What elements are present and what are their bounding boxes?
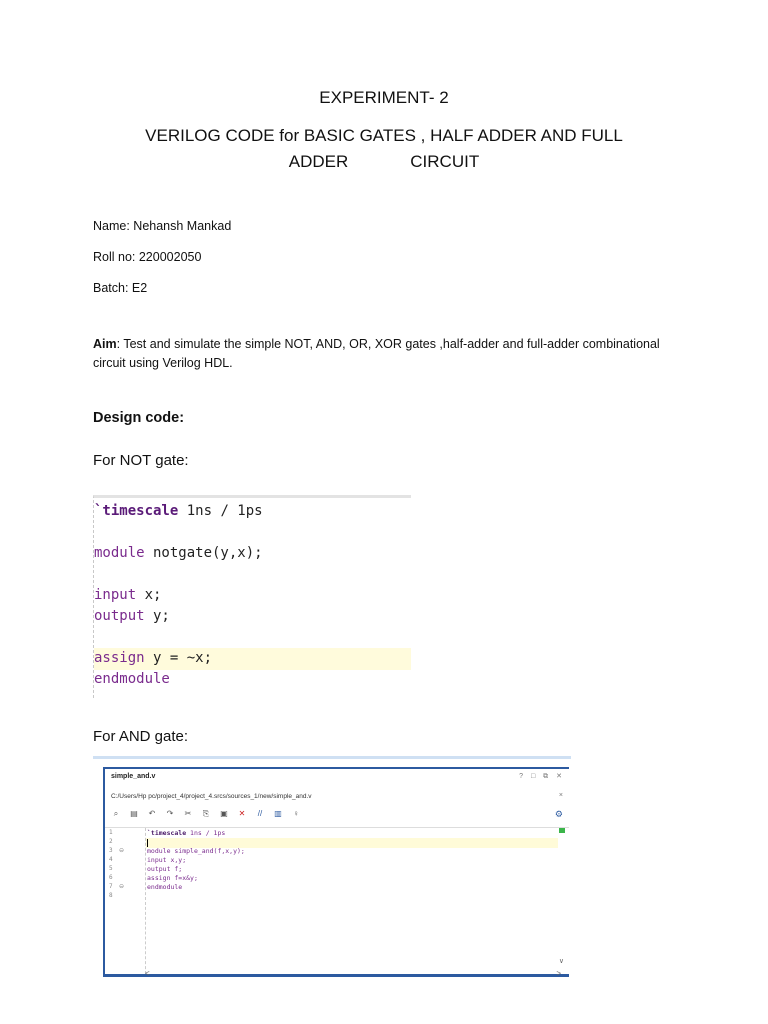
fold-icon[interactable]: ⊖	[119, 884, 125, 890]
not-gate-heading: For NOT gate:	[93, 452, 189, 469]
gear-icon[interactable]: ⚙	[554, 809, 563, 819]
aim-label: Aim	[93, 337, 117, 351]
scroll-down-icon[interactable]: ∨	[558, 958, 564, 965]
scroll-left-icon[interactable]: <	[145, 969, 150, 978]
line-number: 3	[109, 847, 113, 854]
code-endmodule: endmodule	[94, 671, 170, 687]
code-output-keyword: output	[94, 608, 145, 624]
code-output-rest: y;	[144, 608, 170, 624]
copy-icon[interactable]: ⎘	[202, 809, 210, 818]
roll-number: Roll no: 220002050	[93, 250, 202, 264]
aim-text: : Test and simulate the simple NOT, AND, OR, XOR gates ,half-adder and full-adder combinational circuit using Verilog HDL.	[93, 337, 660, 370]
code-timescale-keyword: `timescale	[94, 503, 179, 519]
code-module-keyword: module	[94, 545, 145, 561]
column-icon[interactable]: ▥	[274, 809, 282, 818]
batch: Batch: E2	[93, 281, 148, 295]
code-assign-keyword: assign	[94, 650, 145, 666]
save-icon[interactable]: ▤	[130, 809, 138, 818]
editor-body[interactable]	[105, 827, 569, 974]
cut-icon[interactable]: ✂	[184, 809, 192, 818]
scroll-right-icon[interactable]: >	[556, 969, 561, 978]
editor-screenshot	[93, 756, 571, 976]
experiment-title: EXPERIMENT- 2	[319, 88, 449, 107]
code-input: input x,y;	[147, 856, 187, 864]
close-icon[interactable]: ×	[558, 792, 563, 799]
code-assign-rest: y = ~x;	[144, 650, 213, 666]
editor-tab-title[interactable]: simple_and.v	[111, 773, 156, 780]
text-cursor	[147, 839, 148, 847]
document-title	[0, 123, 768, 175]
editor-window	[103, 767, 569, 977]
line-number: 5	[109, 865, 113, 872]
lightbulb-icon[interactable]: ♀	[293, 809, 299, 818]
code-timescale-value: 1ns / 1ps	[178, 503, 263, 519]
editor-toolbar	[111, 809, 301, 823]
code-input-keyword: input	[94, 587, 137, 603]
aim-paragraph	[93, 335, 693, 373]
line-gutter	[105, 828, 146, 974]
line-number: 8	[109, 892, 113, 899]
title-line-2b: CIRCUIT	[410, 152, 480, 171]
line-number: 4	[109, 856, 113, 863]
search-icon[interactable]: ⌕	[113, 809, 119, 818]
title-line-2a: ADDER	[288, 152, 349, 171]
window-controls[interactable]: ? □ ⧉ ✕	[519, 773, 565, 780]
code-module: module simple_and(f,x,y);	[147, 847, 245, 855]
undo-icon[interactable]: ↶	[148, 809, 156, 818]
and-gate-heading: For AND gate:	[93, 728, 189, 745]
code-assign: assign f=x&y;	[147, 874, 198, 882]
line-number: 7	[109, 883, 113, 890]
redo-icon[interactable]: ↷	[166, 809, 174, 818]
code-output: output f;	[147, 865, 183, 873]
code-timescale: `timescale	[147, 829, 187, 837]
comment-icon[interactable]: //	[257, 809, 263, 818]
line-number: 2	[109, 838, 113, 845]
title-line-1: VERILOG CODE for BASIC GATES , HALF ADDER AND FULL	[145, 126, 623, 145]
file-path: C:/Users/Hp pc/project_4/project_4.srcs/sources_1/new/simple_and.v	[111, 793, 312, 800]
line-number: 6	[109, 874, 113, 881]
student-name: Name: Nehansh Mankad	[93, 219, 232, 233]
line-number: 1	[109, 829, 113, 836]
code-module-rest: notgate(y,x);	[144, 545, 263, 561]
code-timescale-rest: 1ns / 1ps	[186, 829, 226, 837]
paste-icon[interactable]: ▣	[220, 809, 228, 818]
code-input-rest: x;	[136, 587, 162, 603]
delete-icon[interactable]: ✕	[238, 809, 246, 818]
design-code-heading: Design code:	[93, 410, 185, 426]
code-endmodule: endmodule	[147, 883, 183, 891]
not-gate-code	[93, 495, 411, 698]
fold-icon[interactable]: ⊖	[119, 848, 125, 854]
